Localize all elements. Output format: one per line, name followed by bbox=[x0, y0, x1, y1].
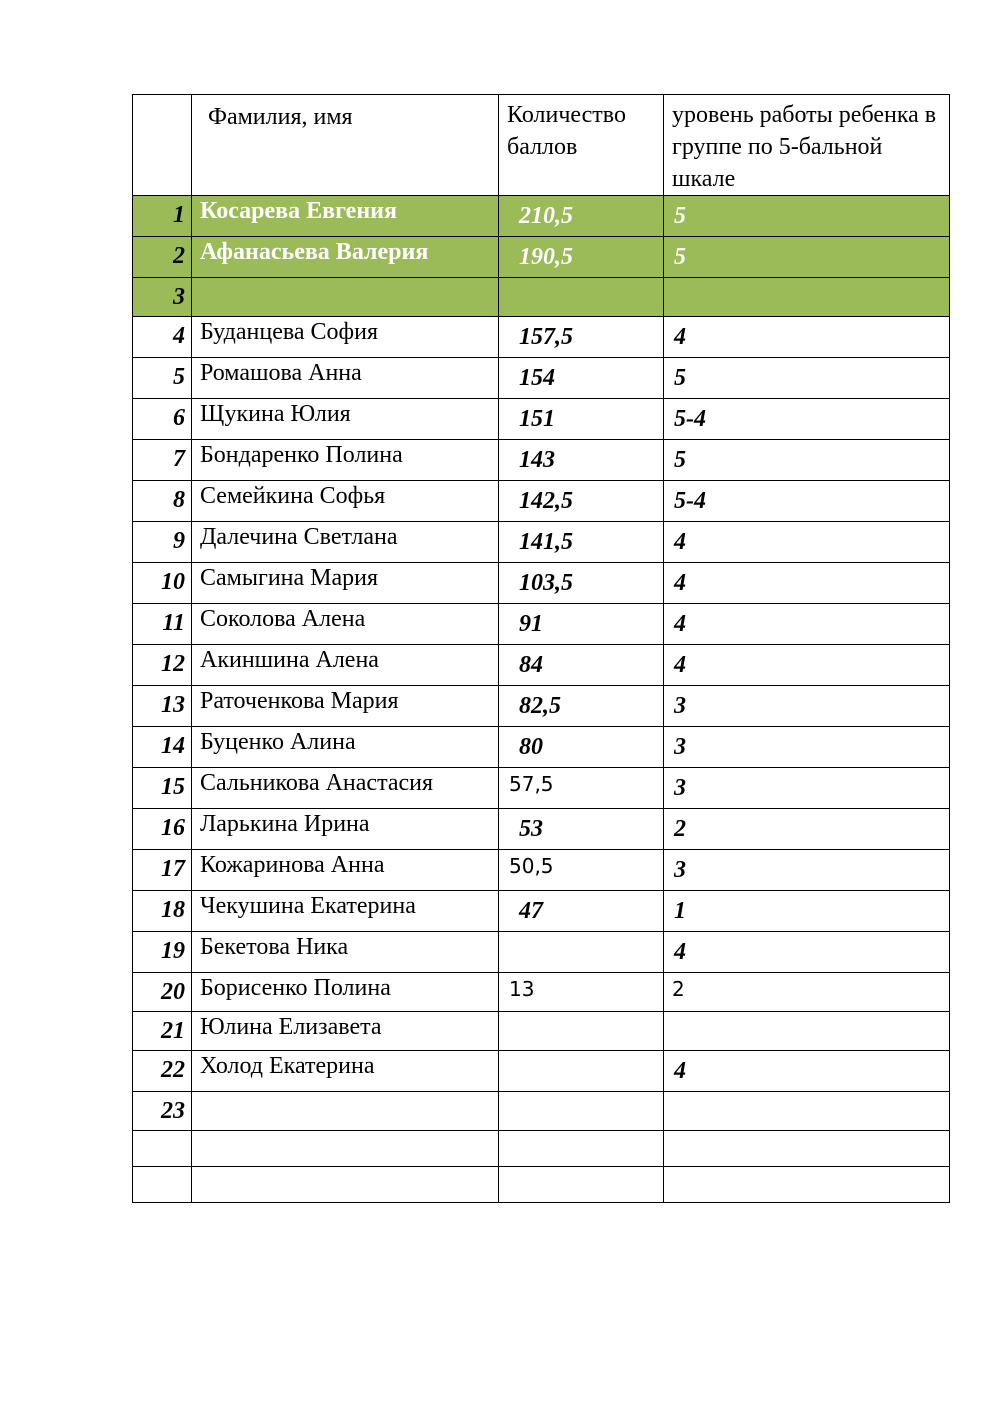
level-value: 4 bbox=[664, 645, 950, 686]
level-value: 5-4 bbox=[664, 399, 950, 440]
student-name: Юлина Елизавета bbox=[192, 1012, 499, 1051]
student-name: Акиншина Алена bbox=[192, 645, 499, 686]
student-name: Ромашова Анна bbox=[192, 358, 499, 399]
score-value: 154 bbox=[499, 358, 664, 399]
score-value: 47 bbox=[499, 891, 664, 932]
score-value: 103,5 bbox=[499, 563, 664, 604]
row-number: 15 bbox=[133, 768, 192, 809]
score-value: 53 bbox=[499, 809, 664, 850]
score-value bbox=[499, 932, 664, 973]
student-name: Щукина Юлия bbox=[192, 399, 499, 440]
score-table bbox=[132, 94, 950, 1203]
level-value bbox=[664, 1092, 950, 1131]
table-row bbox=[133, 237, 950, 278]
row-number: 3 bbox=[133, 278, 192, 317]
header-number bbox=[133, 95, 192, 196]
student-name: Буданцева София bbox=[192, 317, 499, 358]
level-value: 4 bbox=[664, 1051, 950, 1092]
level-value: 4 bbox=[664, 604, 950, 645]
table-row bbox=[133, 604, 950, 645]
header-level: уровень работы ребенка в группе по 5-бальной шкале bbox=[664, 95, 950, 196]
row-number: 7 bbox=[133, 440, 192, 481]
row-number: 6 bbox=[133, 399, 192, 440]
row-number: 10 bbox=[133, 563, 192, 604]
score-value: 80 bbox=[499, 727, 664, 768]
score-value: 91 bbox=[499, 604, 664, 645]
table-row bbox=[133, 727, 950, 768]
row-number bbox=[133, 1167, 192, 1203]
row-number: 23 bbox=[133, 1092, 192, 1131]
table-row bbox=[133, 317, 950, 358]
row-number: 5 bbox=[133, 358, 192, 399]
level-value: 5 bbox=[664, 440, 950, 481]
score-value: 13 bbox=[499, 973, 664, 1012]
table-row bbox=[133, 358, 950, 399]
student-name bbox=[192, 1131, 499, 1167]
student-name: Холод Екатерина bbox=[192, 1051, 499, 1092]
level-value: 3 bbox=[664, 686, 950, 727]
row-number: 11 bbox=[133, 604, 192, 645]
table-row bbox=[133, 891, 950, 932]
score-value: 82,5 bbox=[499, 686, 664, 727]
row-number: 13 bbox=[133, 686, 192, 727]
table-row bbox=[133, 196, 950, 237]
student-name: Бекетова Ника bbox=[192, 932, 499, 973]
score-value: 143 bbox=[499, 440, 664, 481]
row-number: 16 bbox=[133, 809, 192, 850]
row-number: 17 bbox=[133, 850, 192, 891]
student-name: Семейкина Софья bbox=[192, 481, 499, 522]
student-name: Сальникова Анастасия bbox=[192, 768, 499, 809]
row-number: 8 bbox=[133, 481, 192, 522]
student-name: Ларькина Ирина bbox=[192, 809, 499, 850]
table-row bbox=[133, 1131, 950, 1167]
row-number bbox=[133, 1131, 192, 1167]
level-value bbox=[664, 1012, 950, 1051]
row-number: 12 bbox=[133, 645, 192, 686]
level-value: 1 bbox=[664, 891, 950, 932]
level-value: 5 bbox=[664, 358, 950, 399]
table-row bbox=[133, 1167, 950, 1203]
level-value: 3 bbox=[664, 727, 950, 768]
table-row bbox=[133, 481, 950, 522]
level-value: 5 bbox=[664, 196, 950, 237]
student-name: Чекушина Екатерина bbox=[192, 891, 499, 932]
table-row bbox=[133, 686, 950, 727]
score-value: 190,5 bbox=[499, 237, 664, 278]
table-row bbox=[133, 809, 950, 850]
level-value bbox=[664, 278, 950, 317]
level-value: 5 bbox=[664, 237, 950, 278]
level-value: 4 bbox=[664, 522, 950, 563]
student-name: Борисенко Полина bbox=[192, 973, 499, 1012]
row-number: 21 bbox=[133, 1012, 192, 1051]
row-number: 2 bbox=[133, 237, 192, 278]
student-name: Самыгина Мария bbox=[192, 563, 499, 604]
header-score: Количество баллов bbox=[499, 95, 664, 196]
student-name: Кожаринова Анна bbox=[192, 850, 499, 891]
level-value: 4 bbox=[664, 563, 950, 604]
row-number: 14 bbox=[133, 727, 192, 768]
row-number: 19 bbox=[133, 932, 192, 973]
table-row bbox=[133, 1012, 950, 1051]
header-row bbox=[133, 95, 950, 196]
row-number: 20 bbox=[133, 973, 192, 1012]
level-value: 2 bbox=[664, 973, 950, 1012]
table-row bbox=[133, 278, 950, 317]
row-number: 18 bbox=[133, 891, 192, 932]
table-row bbox=[133, 440, 950, 481]
row-number: 9 bbox=[133, 522, 192, 563]
table-row bbox=[133, 645, 950, 686]
level-value: 3 bbox=[664, 850, 950, 891]
row-number: 1 bbox=[133, 196, 192, 237]
score-value: 57,5 bbox=[499, 768, 664, 809]
table-row bbox=[133, 973, 950, 1012]
student-name: Косарева Евгения bbox=[192, 196, 499, 237]
score-value bbox=[499, 278, 664, 317]
level-value: 4 bbox=[664, 932, 950, 973]
row-number: 4 bbox=[133, 317, 192, 358]
table-row bbox=[133, 563, 950, 604]
level-value: 2 bbox=[664, 809, 950, 850]
student-name: Бондаренко Полина bbox=[192, 440, 499, 481]
table-row bbox=[133, 522, 950, 563]
score-value: 50,5 bbox=[499, 850, 664, 891]
level-value bbox=[664, 1131, 950, 1167]
student-name: Афанасьева Валерия bbox=[192, 237, 499, 278]
student-name: Буценко Алина bbox=[192, 727, 499, 768]
score-value bbox=[499, 1012, 664, 1051]
score-value bbox=[499, 1167, 664, 1203]
score-value bbox=[499, 1131, 664, 1167]
level-value: 5-4 bbox=[664, 481, 950, 522]
student-name: Далечина Светлана bbox=[192, 522, 499, 563]
score-value: 142,5 bbox=[499, 481, 664, 522]
header-name: Фамилия, имя bbox=[192, 95, 499, 196]
table-row bbox=[133, 1092, 950, 1131]
student-name bbox=[192, 1092, 499, 1131]
student-name: Раточенкова Мария bbox=[192, 686, 499, 727]
level-value: 4 bbox=[664, 317, 950, 358]
score-value: 210,5 bbox=[499, 196, 664, 237]
student-name bbox=[192, 1167, 499, 1203]
level-value: 3 bbox=[664, 768, 950, 809]
score-value: 84 bbox=[499, 645, 664, 686]
student-name bbox=[192, 278, 499, 317]
score-value bbox=[499, 1092, 664, 1131]
score-value bbox=[499, 1051, 664, 1092]
level-value bbox=[664, 1167, 950, 1203]
table-row bbox=[133, 768, 950, 809]
table-row bbox=[133, 850, 950, 891]
score-value: 141,5 bbox=[499, 522, 664, 563]
student-name: Соколова Алена bbox=[192, 604, 499, 645]
table-row bbox=[133, 1051, 950, 1092]
table-row bbox=[133, 932, 950, 973]
score-value: 157,5 bbox=[499, 317, 664, 358]
table-row bbox=[133, 399, 950, 440]
score-value: 151 bbox=[499, 399, 664, 440]
row-number: 22 bbox=[133, 1051, 192, 1092]
